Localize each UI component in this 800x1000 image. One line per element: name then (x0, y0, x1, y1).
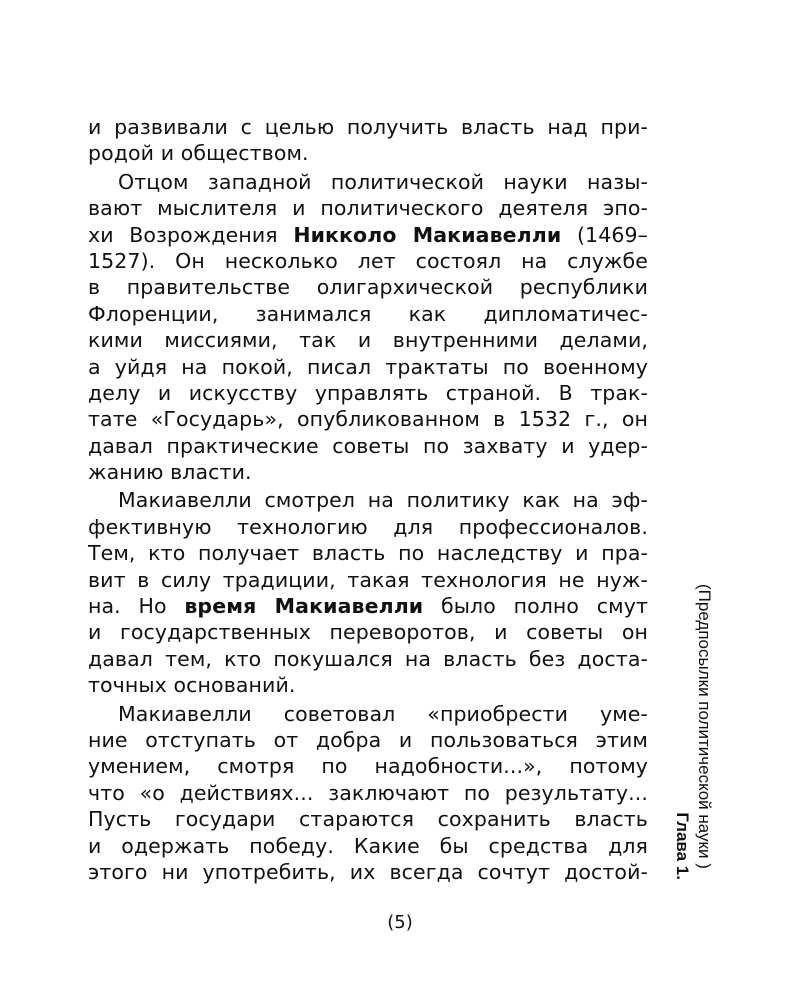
text-line-mixed (88, 222, 648, 248)
text-line: этого ни употребить, их всегда сочтут достой- (88, 859, 648, 884)
text-line: в правительстве олигархической республики (88, 275, 648, 300)
text-line: 1527). Он несколько лет состоял на службе (88, 248, 648, 273)
text-line: вают мыслителя и политического деятеля эпо- (88, 196, 648, 221)
text-line: делу и искусству управлять страной. В трак- (88, 380, 648, 405)
text-line: жанию власти. (88, 460, 252, 485)
text-line: и развивали с целью получить власть над при- (88, 115, 648, 139)
main-text (88, 114, 648, 885)
text-line: фективную технологию для профессионалов. (88, 514, 648, 539)
text-line: Макиавелли смотрел на политику как на эф- (118, 488, 648, 513)
chapter-label: Глава 1. (673, 812, 692, 880)
text-segment: на. Но (88, 594, 185, 619)
text-line: родой и обществом. (88, 141, 309, 166)
page-number: (5) (387, 912, 413, 933)
text-line: давал тем, кто покушался на власть без доста- (88, 646, 648, 671)
text-line: Флоренции, занимался как дипломатичес- (88, 301, 648, 326)
text-line: и государственных переворотов, и советы он (88, 620, 648, 645)
text-line: Тем, кто получает власть по наследству и пра- (88, 541, 648, 566)
text-line: вит в силу традиции, такая технология не нуж- (88, 567, 648, 592)
text-line: давал практические советы по захвату и удер- (88, 433, 648, 458)
text-line: а уйдя на покой, писал трактаты по военному (88, 354, 648, 379)
text-line: умением, смотря по надобности...», потому (88, 754, 648, 779)
chapter-title: (Предпосылки политической науки ) (695, 584, 714, 869)
emphasis-phrase: время Макиавелли (184, 594, 424, 619)
text-line: Отцом западной политической науки назы- (118, 169, 648, 194)
text-line: Пусть государи стараются сохранить власть (88, 807, 648, 832)
text-line: кими миссиями, так и внутренними делами, (88, 328, 648, 353)
text-segment: (1469– (561, 222, 648, 247)
text-line: ние отступать от добра и пользоваться этим (88, 727, 648, 752)
text-line: что «о действиях... заключают по результату... (88, 780, 648, 805)
text-line: Макиавелли советовал «приобрести уме- (118, 701, 648, 726)
text-line-mixed (88, 593, 648, 619)
emphasis-name: Никколо Макиавелли (293, 222, 562, 247)
chapter-sidebar-rotated (672, 580, 716, 880)
text-segment: было полно смут (423, 594, 648, 619)
text-segment: хи Возрождения (88, 222, 294, 247)
text-line: точных оснований. (88, 673, 296, 698)
text-line: тате «Государь», опубликованном в 1532 г., он (88, 407, 648, 432)
chapter-sidebar (672, 580, 716, 880)
text-line: и одержать победу. Какие бы средства для (88, 833, 648, 858)
